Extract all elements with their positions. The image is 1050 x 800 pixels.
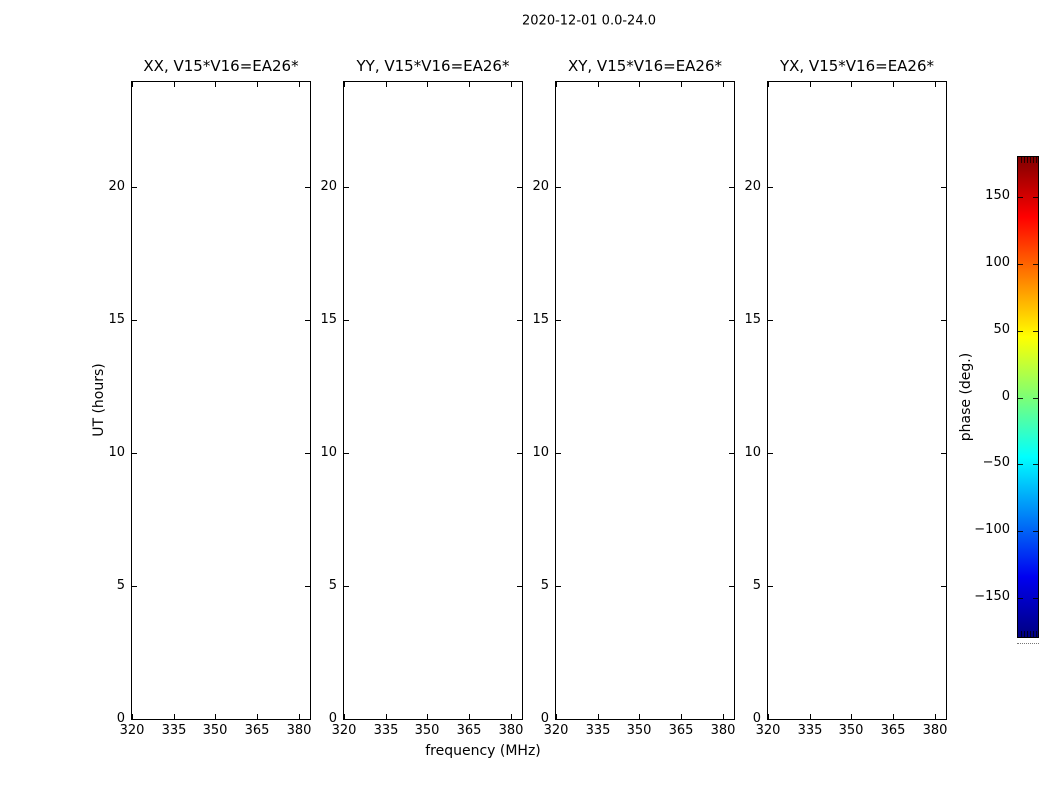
colorbar-tick <box>1033 197 1038 198</box>
colorbar-tick-label: −150 <box>974 589 1010 604</box>
x-tick <box>851 714 852 719</box>
x-tick-label: 350 <box>202 723 228 738</box>
colorbar-tick <box>1033 598 1038 599</box>
colorbar-minor-tick <box>1024 157 1025 163</box>
colorbar-jet-gradient <box>1017 156 1039 638</box>
x-tick-top <box>851 82 852 87</box>
y-tick-label: 5 <box>752 578 761 593</box>
y-tick-right <box>941 453 946 454</box>
x-tick <box>215 714 216 719</box>
y-tick-label: 0 <box>752 711 761 726</box>
colorbar-tick <box>1033 264 1038 265</box>
plot-area-xx <box>131 81 311 720</box>
x-tick-top <box>299 82 300 87</box>
x-tick <box>299 714 300 719</box>
y-tick <box>132 187 137 188</box>
figure-title: 2020-12-01 0.0-24.0 <box>522 13 656 29</box>
colorbar-tick <box>1018 464 1023 465</box>
y-tick-label: 0 <box>328 711 337 726</box>
panel-title-xx: XX, V15*V16=EA26* <box>143 57 299 75</box>
x-tick-label: 350 <box>414 723 440 738</box>
colorbar-minor-tick <box>1027 631 1028 637</box>
colorbar-tick <box>1018 264 1023 265</box>
y-tick-right <box>941 187 946 188</box>
y-tick-label: 20 <box>108 179 125 194</box>
x-tick-top <box>469 82 470 87</box>
y-tick <box>132 453 137 454</box>
x-tick-top <box>257 82 258 87</box>
x-tick-label: 335 <box>373 723 399 738</box>
x-tick-top <box>810 82 811 87</box>
colorbar-tick <box>1033 398 1038 399</box>
colorbar-tick-label: 50 <box>993 322 1010 337</box>
x-tick-top <box>598 82 599 87</box>
y-tick-label: 15 <box>320 312 337 327</box>
x-tick-label: 365 <box>880 723 906 738</box>
colorbar-tick <box>1033 531 1038 532</box>
colorbar-minor-tick <box>1021 631 1022 637</box>
colorbar-minor-tick <box>1030 631 1031 637</box>
colorbar-minor-tick <box>1033 157 1034 163</box>
x-tick-label: 335 <box>797 723 823 738</box>
x-tick-top <box>893 82 894 87</box>
x-tick <box>386 714 387 719</box>
x-tick <box>511 714 512 719</box>
colorbar-tick-label: 100 <box>985 255 1010 270</box>
x-tick-label: 380 <box>922 723 948 738</box>
x-tick <box>257 714 258 719</box>
colorbar-tick <box>1018 598 1023 599</box>
x-tick-top <box>386 82 387 87</box>
colorbar-tick-label: −100 <box>974 522 1010 537</box>
y-tick-label: 15 <box>108 312 125 327</box>
y-tick-label: 10 <box>532 445 549 460</box>
x-tick <box>427 714 428 719</box>
x-tick-top <box>768 82 769 87</box>
x-tick-top <box>935 82 936 87</box>
x-tick-label: 380 <box>498 723 524 738</box>
y-tick-label: 10 <box>744 445 761 460</box>
y-tick <box>768 320 773 321</box>
x-tick-label: 320 <box>543 723 569 738</box>
y-tick-right <box>941 586 946 587</box>
y-tick-label: 10 <box>320 445 337 460</box>
x-tick-top <box>681 82 682 87</box>
x-tick-label: 350 <box>626 723 652 738</box>
x-tick-label: 320 <box>119 723 145 738</box>
colorbar-tick <box>1033 331 1038 332</box>
x-axis-label: frequency (MHz) <box>425 743 541 759</box>
colorbar-tick <box>1018 197 1023 198</box>
colorbar-minor-tick <box>1030 157 1031 163</box>
y-tick-label: 0 <box>540 711 549 726</box>
x-tick-label: 365 <box>456 723 482 738</box>
x-tick-label: 335 <box>161 723 187 738</box>
colorbar-tick-label: 0 <box>1001 389 1010 404</box>
x-tick-label: 320 <box>755 723 781 738</box>
x-tick <box>768 714 769 719</box>
colorbar-minor-tick <box>1027 157 1028 163</box>
colorbar-label: phase (deg.) <box>958 352 974 442</box>
y-tick <box>132 586 137 587</box>
panel-title-yx: YX, V15*V16=EA26* <box>779 57 935 75</box>
y-tick-label: 15 <box>744 312 761 327</box>
x-tick-label: 350 <box>838 723 864 738</box>
x-tick <box>469 714 470 719</box>
y-tick-label: 15 <box>532 312 549 327</box>
y-tick-label: 20 <box>744 179 761 194</box>
x-tick <box>639 714 640 719</box>
y-tick <box>344 187 349 188</box>
colorbar-tick-label: 150 <box>985 188 1010 203</box>
x-tick-top <box>511 82 512 87</box>
plot-area-xy <box>555 81 735 720</box>
x-tick <box>344 714 345 719</box>
y-tick <box>768 586 773 587</box>
y-tick-label: 5 <box>540 578 549 593</box>
x-tick-top <box>215 82 216 87</box>
y-tick <box>768 187 773 188</box>
y-tick-right <box>941 320 946 321</box>
x-tick-top <box>556 82 557 87</box>
y-tick-label: 10 <box>108 445 125 460</box>
x-tick <box>681 714 682 719</box>
x-tick-top <box>639 82 640 87</box>
colorbar-tick <box>1018 531 1023 532</box>
y-tick <box>556 453 561 454</box>
panel-title-xy: XY, V15*V16=EA26* <box>567 57 723 75</box>
x-tick-label: 335 <box>585 723 611 738</box>
x-tick <box>935 714 936 719</box>
x-tick <box>723 714 724 719</box>
y-tick <box>344 586 349 587</box>
colorbar-minor-tick <box>1033 631 1034 637</box>
colorbar-tick <box>1018 398 1023 399</box>
y-tick-label: 20 <box>532 179 549 194</box>
x-tick <box>174 714 175 719</box>
colorbar-minor-tick <box>1036 157 1037 163</box>
panel-title-yy: YY, V15*V16=EA26* <box>356 57 510 75</box>
y-tick <box>344 320 349 321</box>
x-tick-label: 365 <box>668 723 694 738</box>
y-tick-label: 5 <box>116 578 125 593</box>
y-tick <box>556 586 561 587</box>
colorbar-tick <box>1018 331 1023 332</box>
y-tick <box>132 320 137 321</box>
y-tick-label: 5 <box>328 578 337 593</box>
y-tick <box>556 320 561 321</box>
x-tick-top <box>427 82 428 87</box>
x-tick-top <box>174 82 175 87</box>
colorbar-tick-label: −50 <box>982 455 1010 470</box>
plot-area-yx <box>767 81 947 720</box>
x-tick-label: 380 <box>286 723 312 738</box>
x-tick-label: 365 <box>244 723 270 738</box>
colorbar-minor-tick <box>1024 631 1025 637</box>
colorbar-underline-dots <box>1017 643 1039 644</box>
x-tick <box>598 714 599 719</box>
y-tick <box>344 453 349 454</box>
x-tick-top <box>132 82 133 87</box>
x-tick <box>893 714 894 719</box>
y-tick <box>768 453 773 454</box>
y-tick-label: 0 <box>116 711 125 726</box>
x-tick-label: 380 <box>710 723 736 738</box>
colorbar-minor-tick <box>1021 157 1022 163</box>
colorbar-minor-tick <box>1036 631 1037 637</box>
x-tick-top <box>723 82 724 87</box>
x-tick-label: 320 <box>331 723 357 738</box>
x-tick <box>556 714 557 719</box>
x-tick-top <box>344 82 345 87</box>
y-tick <box>556 187 561 188</box>
y-tick-label: 20 <box>320 179 337 194</box>
x-tick <box>810 714 811 719</box>
colorbar-tick <box>1033 464 1038 465</box>
y-axis-label: UT (hours) <box>91 363 107 437</box>
plot-area-yy <box>343 81 523 720</box>
x-tick <box>132 714 133 719</box>
